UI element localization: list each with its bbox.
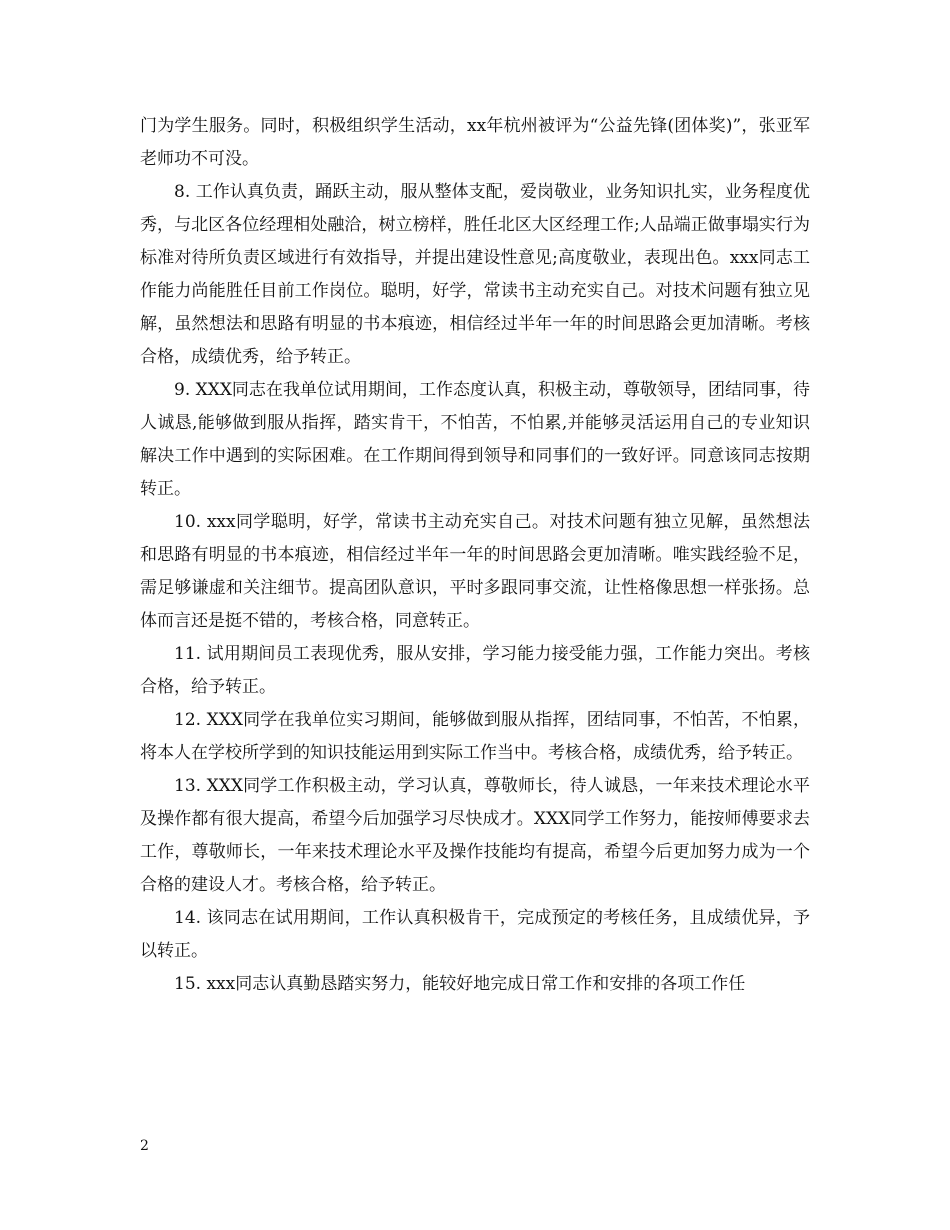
paragraph-item-15: 15. xxx同志认真勤恳踏实努力，能较好地完成日常工作和安排的各项工作任	[174, 974, 746, 994]
paragraph-item-8: 8. 工作认真负责，踊跃主动，服从整体支配，爱岗敬业，业务知识扎实，业务程度优秀，与北区各位经理相处融洽，树立榜样，胜任北区大区经理工作;人品端正做事塌实行为标准对待所负责区域进行有效指导，并提出建设性意见;高度敬业，表现出色。xxx同志工作能力尚能胜任目前工作岗位。聪明，好学，常读书主动充实自己。对技术问题有独立见解，虽然想法和思路有明显的书本痕迹，相信经过半年一年的时间思路会更加清晰。考核合格，成绩优秀，给予转正。	[140, 182, 810, 367]
paragraph-item-11: 11. 试用期间员工表现优秀，服从安排，学习能力接受能力强，工作能力突出。考核合格，给予转正。	[140, 644, 810, 697]
document-body	[140, 110, 810, 1001]
paragraph-item-12: 12. XXX同学在我单位实习期间，能够做到服从指挥，团结同事，不怕苦，不怕累，将本人在学校所学到的知识技能运用到实际工作当中。考核合格，成绩优秀，给予转正。	[140, 710, 810, 763]
paragraph-continuation: 门为学生服务。同时，积极组织学生活动，xx年杭州被评为“公益先锋(团体奖)”，张亚军老师功不可没。	[140, 116, 810, 169]
paragraph-item-10: 10. xxx同学聪明，好学，常读书主动充实自己。对技术问题有独立见解，虽然想法和思路有明显的书本痕迹，相信经过半年一年的时间思路会更加清晰。唯实践经验不足，需足够谦虚和关注细节。提高团队意识，平时多跟同事交流，让性格像思想一样张扬。总体而言还是挺不错的，考核合格，同意转正。	[140, 512, 810, 631]
page-number: 2	[140, 1138, 149, 1154]
paragraph-item-13: 13. XXX同学工作积极主动，学习认真，尊敬师长，待人诚恳，一年来技术理论水平及操作都有很大提高，希望今后加强学习尽快成才。XXX同学工作努力，能按师傅要求去工作，尊敬师长，一年来技术理论水平及操作技能均有提高，希望今后更加努力成为一个合格的建设人才。考核合格，给予转正。	[140, 776, 810, 895]
paragraph-item-14: 14. 该同志在试用期间，工作认真积极肯干，完成预定的考核任务，且成绩优异，予以转正。	[140, 908, 810, 961]
paragraph-item-9: 9. XXX同志在我单位试用期间，工作态度认真，积极主动，尊敬领导，团结同事，待人诚恳,能够做到服从指挥，踏实肯干，不怕苦，不怕累,并能够灵活运用自己的专业知识解决工作中遇到的实际困难。在工作期间得到领导和同事们的一致好评。同意该同志按期转正。	[140, 380, 810, 499]
